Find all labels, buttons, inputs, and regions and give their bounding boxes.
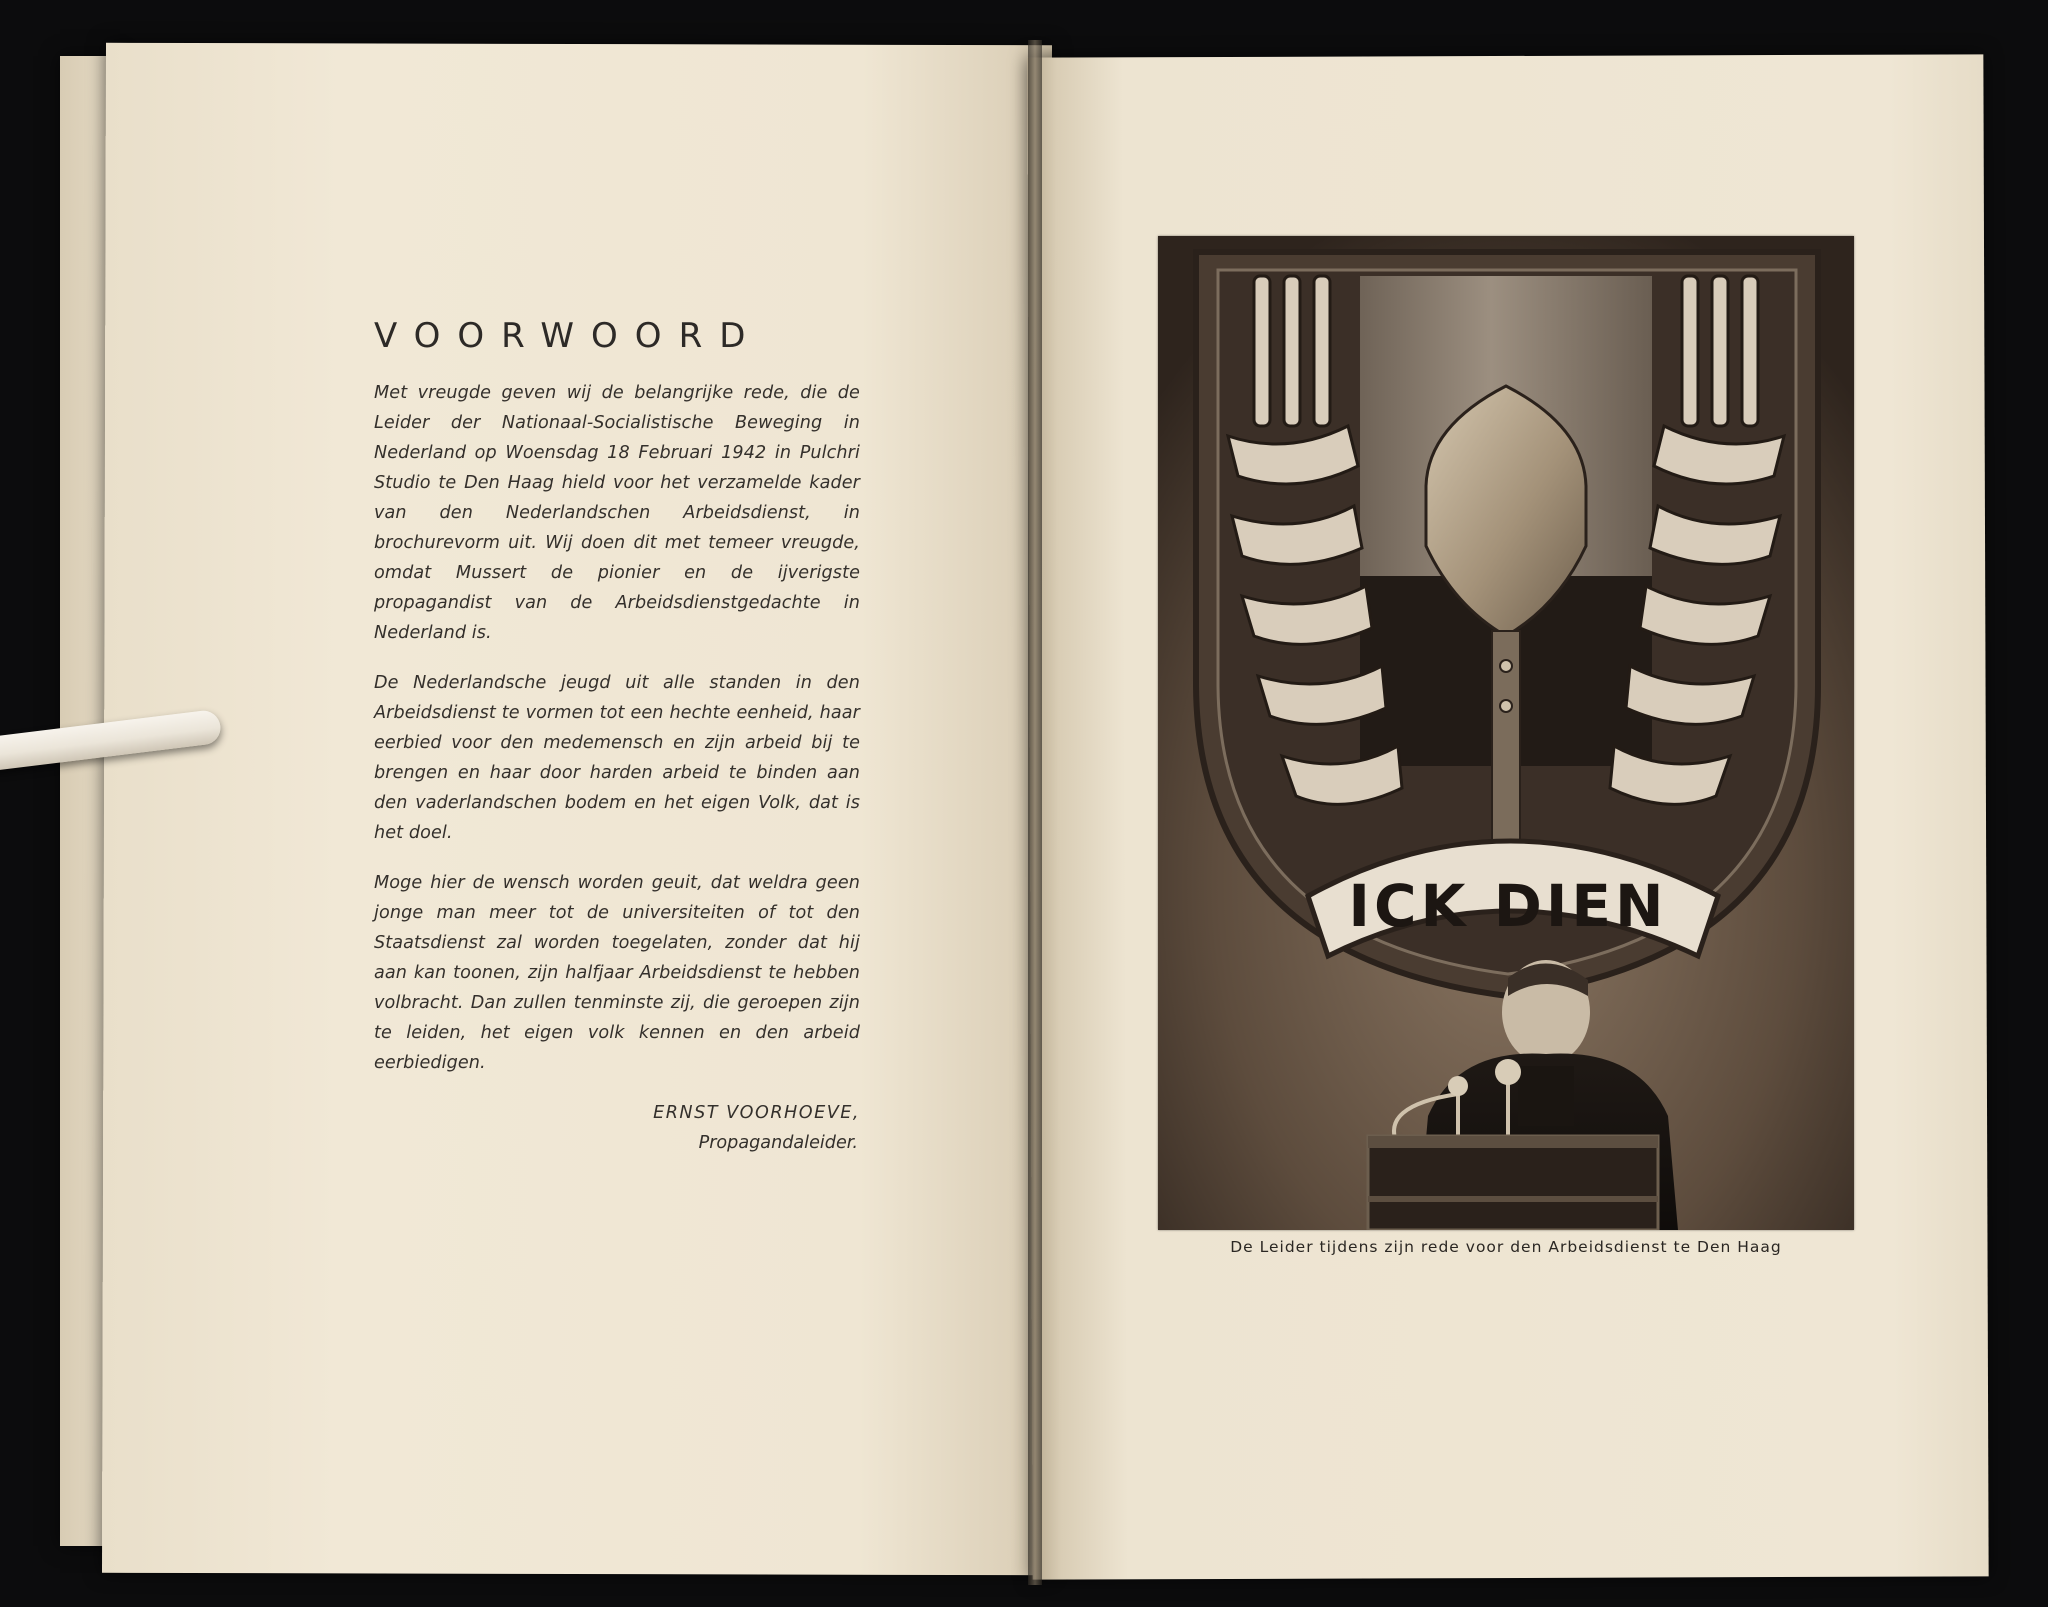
signature-role: Propagandaleider. [698, 1133, 858, 1153]
foreword-paragraph-2: De Nederlandsche jeugd uit alle standen in den Arbeidsdienst te vormen tot een hechte eenheid, haar eerbied voor den medemensch en zijn arbeid bij te brengen en haar door harden arbeid te binden aan den vaderlandschen bodem en het eigen Volk, dat is het doel. [374, 673, 860, 843]
emblem-banner-text: ICK DIEN [1348, 872, 1668, 940]
foreword-heading: VOORWOORD [374, 316, 763, 356]
foreword-paragraph-1: Met vreugde geven wij de belangrijke rede, die de Leider der Nationaal-Socialistische Beweging in Nederland op Woensdag 18 Februari 1942 in Pulchri Studio te Den Haag hield voor het verzamelde kader van den Nederlandschen Arbeidsdienst, in brochurevorm uit. Wij doen dit met temeer vreugde, omdat Mussert de pionier en de ijverigste propagandist van de Arbeidsdienstgedachte in Nederland is. [374, 383, 860, 643]
speaker-photo [1158, 236, 1854, 1230]
foreword-block [374, 316, 860, 1158]
photo-caption: De Leider tijdens zijn rede voor den Arbeidsdienst te Den Haag [1230, 1238, 1782, 1256]
book-gutter [1028, 40, 1042, 1585]
signature-name: ERNST VOORHOEVE, [653, 1103, 860, 1123]
signature [374, 1098, 860, 1158]
foreword-paragraph-3: Moge hier de wensch worden geuit, dat weldra geen jonge man meer tot de universiteiten of tot den Staatsdienst zal worden toegelaten, zonder dat hij aan kan toonen, zijn halfjaar Arbeidsdienst te hebben volbracht. Dan zullen tenminste zij, die geroepen zijn te leiden, het eigen volk kennen en den arbeid eerbiedigen. [374, 873, 860, 1073]
